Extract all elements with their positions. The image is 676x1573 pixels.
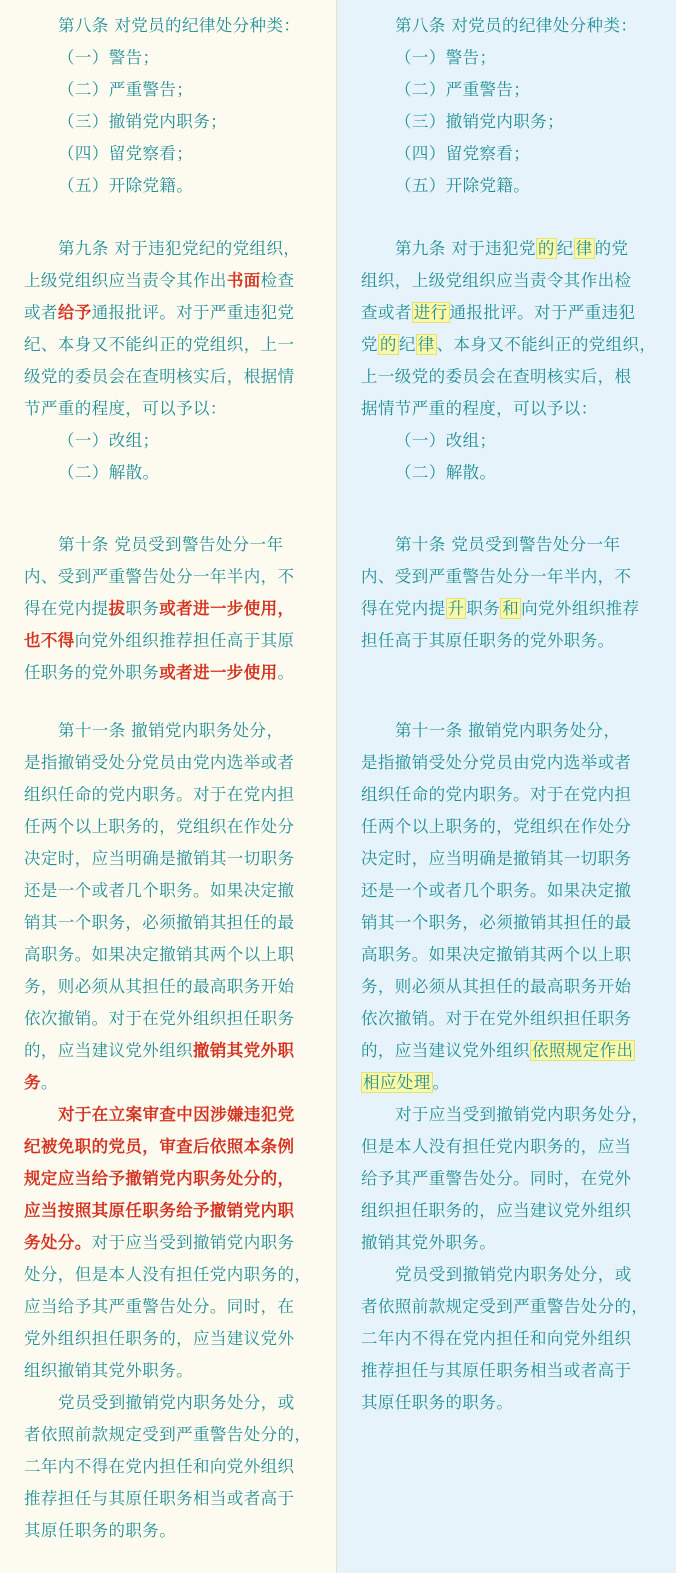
text-line: 是指撤销受处分党员由党内选举或者	[24, 753, 295, 772]
text-span: 、本身又不能纠正的党组织，	[436, 335, 657, 354]
text-line: 决定时，应当明确是撤销其一切职务	[24, 849, 295, 868]
text-line: 组织任命的党内职务。对于在党内担	[361, 785, 632, 804]
emphasis-text: 书面	[226, 271, 261, 290]
list-item: （二）严重警告；	[395, 80, 531, 99]
list-item: （四）留党察看；	[58, 144, 194, 163]
text-line	[24, 265, 326, 297]
text-line	[24, 657, 326, 689]
text-line: 对于应当受到撤销党内职务处分，	[395, 1105, 649, 1124]
text-line	[24, 297, 326, 329]
text-span: 查或者	[361, 303, 412, 322]
emphasis-text: 也不得	[24, 631, 75, 650]
text-line: 者依照前款规定受到严重警告处分的，	[24, 1425, 312, 1444]
emphasis-line: 规定应当给予撤销党内职务处分的，	[24, 1169, 295, 1188]
article-heading: 第八条 对党员的纪律处分种类：	[395, 16, 638, 35]
text-span: 上级党组织应当责令其作出	[24, 271, 227, 290]
text-span: 检查	[260, 271, 295, 290]
left-article-11	[24, 715, 326, 1547]
text-line: 应当给予其严重警告处分。同时，在	[24, 1297, 295, 1316]
list-item: （一）警告；	[395, 48, 497, 67]
text-line	[24, 625, 326, 657]
text-line: 其原任职务的职务。	[361, 1393, 514, 1412]
text-line: 组织担任职务的，应当建议党外组织	[361, 1201, 632, 1220]
list-item: （三）撤销党内职务；	[58, 112, 227, 131]
highlighted-text: 进行	[413, 303, 448, 322]
text-line: 依次撤销。对于在党外组织担任职务	[24, 1009, 295, 1028]
text-span: 得在党内提	[361, 599, 446, 618]
right-article-9	[361, 233, 664, 489]
article-heading: 第八条 对党员的纪律处分种类：	[58, 16, 301, 35]
text-line: 据情节严重的程度，可以予以：	[361, 399, 598, 418]
article-heading: 第九条 对于违犯党纪的党组织，	[58, 239, 301, 258]
text-line: 还是一个或者几个职务。如果决定撤	[24, 881, 295, 900]
highlighted-text: 依照规定作出	[532, 1041, 634, 1060]
text-line: 节严重的程度，可以予以：	[24, 399, 227, 418]
text-line: 给予其严重警告处分。同时，在党外	[361, 1169, 632, 1188]
emphasis-text: 务处分。	[24, 1233, 92, 1252]
text-line: 二年内不得在党内担任和向党外组织	[361, 1329, 632, 1348]
text-line: 上一级党的委员会在查明核实后，根	[361, 367, 632, 386]
text-line	[24, 1227, 326, 1259]
highlighted-text: 的	[537, 239, 555, 258]
text-span: 。	[432, 1073, 450, 1092]
emphasis-text: 拔	[108, 599, 126, 618]
text-line	[361, 1067, 664, 1099]
left-article-10	[24, 529, 326, 689]
emphasis-text: 撤销其党外职	[193, 1041, 295, 1060]
text-line: 其原任职务的职务。	[24, 1521, 177, 1540]
text-line: 务，则必须从其担任的最高职务开始	[24, 977, 295, 996]
text-line: 担任高于其原任职务的党外职务。	[361, 631, 615, 650]
text-line: 党员受到撤销党内职务处分，或	[58, 1393, 295, 1412]
text-span: 的，应当建议党外组织	[24, 1041, 193, 1060]
text-line: 纪、本身又不能纠正的党组织，上一	[24, 335, 295, 354]
text-line	[361, 329, 664, 361]
text-span: 或者	[24, 303, 58, 322]
text-line: 者依照前款规定受到严重警告处分的，	[361, 1297, 649, 1316]
text-line: 组织任命的党内职务。对于在党内担	[24, 785, 295, 804]
text-span: 。	[277, 663, 295, 682]
text-span: 纪	[398, 335, 416, 354]
emphasis-text: 或者进一步使用，	[159, 599, 295, 618]
highlighted-text: 和	[502, 599, 520, 618]
emphasis-line: 纪被免职的党员，审查后依照本条例	[24, 1137, 295, 1156]
highlighted-text: 律	[575, 239, 593, 258]
emphasis-line: 应当按照其原任职务给予撤销党内职	[24, 1201, 295, 1220]
text-line: 高职务。如果决定撤销其两个以上职	[24, 945, 295, 964]
left-column-revised-text	[0, 0, 337, 1573]
list-item: （二）解散。	[58, 463, 160, 482]
text-span: 通报批评。对于严重违犯党	[91, 303, 295, 322]
text-line: 依次撤销。对于在党外组织担任职务	[361, 1009, 632, 1028]
emphasis-text: 务	[24, 1073, 41, 1092]
list-item: （一）改组；	[58, 431, 160, 450]
text-span: 通报批评。对于严重违犯	[449, 303, 636, 322]
text-line	[361, 593, 664, 625]
emphasis-text: 或者进一步使用	[159, 663, 278, 682]
text-line	[24, 593, 326, 625]
text-line: 任两个以上职务的，党组织在作处分	[361, 817, 632, 836]
article-heading: 第十一条 撤销党内职务处分，	[58, 721, 284, 740]
text-line: 但是本人没有担任党内职务的，应当	[361, 1137, 632, 1156]
list-item: （五）开除党籍。	[58, 176, 194, 195]
text-span: 纪	[556, 239, 574, 258]
text-line: 级党的委员会在查明核实后，根据情	[24, 367, 295, 386]
highlighted-text: 升	[447, 599, 465, 618]
text-span: 的党	[594, 239, 629, 258]
text-line: 处分，但是本人没有担任党内职务的，	[24, 1265, 312, 1284]
right-article-8	[361, 10, 664, 202]
text-line: 高职务。如果决定撤销其两个以上职	[361, 945, 632, 964]
text-line: 是指撤销受处分党员由党内选举或者	[361, 753, 632, 772]
text-line	[361, 1035, 664, 1067]
text-line	[361, 297, 664, 329]
text-span: 对于应当受到撤销党内职务	[91, 1233, 295, 1252]
article-heading: 第十一条 撤销党内职务处分，	[395, 721, 621, 740]
text-span: 。	[40, 1073, 58, 1092]
text-line: 决定时，应当明确是撤销其一切职务	[361, 849, 632, 868]
list-item: （四）留党察看；	[395, 144, 531, 163]
text-span: 职务	[125, 599, 160, 618]
text-line	[24, 1067, 326, 1099]
emphasis-text: 给予	[57, 303, 92, 322]
left-article-8	[24, 10, 326, 202]
text-span: 党	[361, 335, 378, 354]
text-line: 党外组织担任职务的，应当建议党外	[24, 1329, 295, 1348]
right-column-original-text	[337, 0, 676, 1573]
text-span: 任职务的党外职务	[24, 663, 160, 682]
highlighted-text: 的	[379, 335, 397, 354]
text-span: 职务	[466, 599, 501, 618]
list-item: （一）改组；	[395, 431, 497, 450]
text-span: 向党外组织推荐担任高于其原	[74, 631, 295, 650]
text-line: 二年内不得在党内担任和向党外组织	[24, 1457, 295, 1476]
text-line: 组织，上级党组织应当责令其作出检	[361, 271, 632, 290]
list-item: （一）警告；	[58, 48, 160, 67]
text-line: 销其一个职务，必须撤销其担任的最	[24, 913, 295, 932]
text-span: 向党外组织推荐	[521, 599, 640, 618]
right-article-11	[361, 715, 664, 1419]
text-line: 推荐担任与其原任职务相当或者高于	[361, 1361, 632, 1380]
right-article-10	[361, 529, 664, 657]
text-line: 内、受到严重警告处分一年半内，不	[361, 567, 632, 586]
text-line: 组织撤销其党外职务。	[24, 1361, 193, 1380]
text-line: 还是一个或者几个职务。如果决定撤	[361, 881, 632, 900]
article-heading: 第十条 党员受到警告处分一年	[58, 535, 284, 554]
article-heading	[361, 233, 664, 265]
list-item: （三）撤销党内职务；	[395, 112, 564, 131]
list-item: （二）解散。	[395, 463, 497, 482]
text-line: 党员受到撤销党内职务处分，或	[395, 1265, 632, 1284]
text-line	[24, 1035, 326, 1067]
highlighted-text: 律	[417, 335, 435, 354]
list-item: （二）严重警告；	[58, 80, 194, 99]
text-span: 第九条 对于违犯党	[395, 239, 536, 258]
text-line: 推荐担任与其原任职务相当或者高于	[24, 1489, 295, 1508]
highlighted-text: 相应处理	[363, 1073, 431, 1092]
text-line: 务，则必须从其担任的最高职务开始	[361, 977, 632, 996]
text-span: 的，应当建议党外组织	[361, 1041, 530, 1060]
text-line: 任两个以上职务的，党组织在作处分	[24, 817, 295, 836]
list-item: （五）开除党籍。	[395, 176, 531, 195]
text-line: 内、受到严重警告处分一年半内，不	[24, 567, 295, 586]
emphasis-line: 对于在立案审查中因涉嫌违犯党	[58, 1105, 295, 1124]
text-span: 得在党内提	[24, 599, 109, 618]
text-line: 撤销其党外职务。	[361, 1233, 497, 1252]
left-article-9	[24, 233, 326, 489]
text-line: 销其一个职务，必须撤销其担任的最	[361, 913, 632, 932]
article-heading: 第十条 党员受到警告处分一年	[395, 535, 621, 554]
